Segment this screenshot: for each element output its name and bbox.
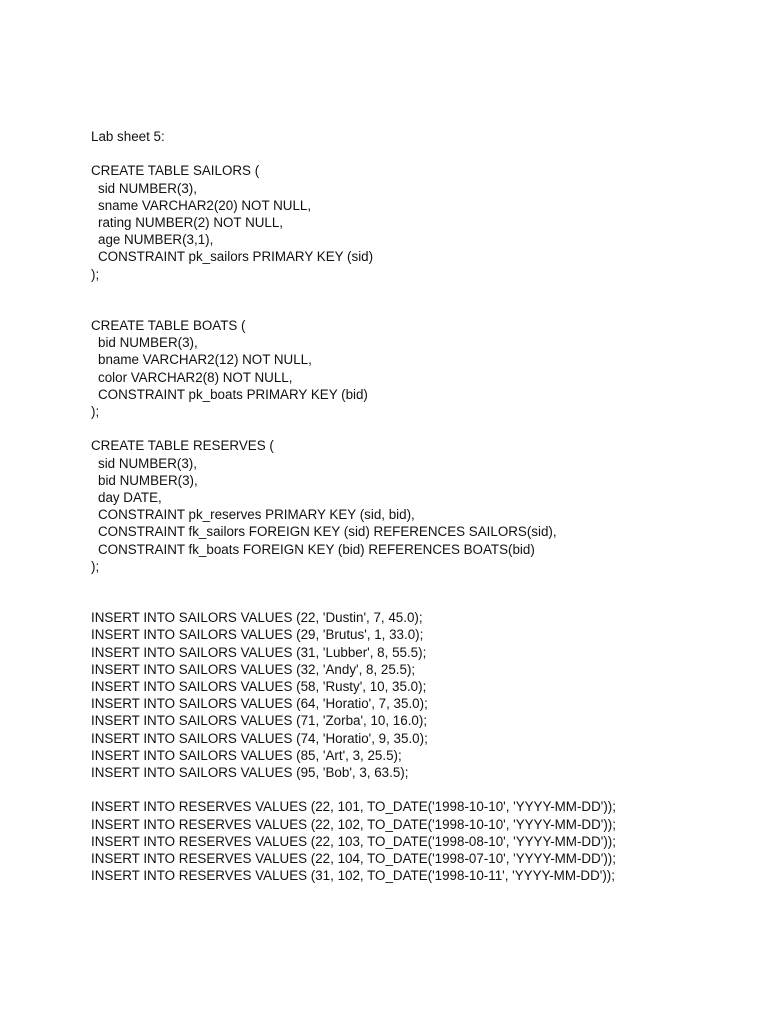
reserves-close-paren: ); xyxy=(91,558,100,574)
sailors-insert-line: INSERT INTO SAILORS VALUES (74, 'Horatio', 9, 35.0); xyxy=(91,730,428,746)
sailors-insert-line: INSERT INTO SAILORS VALUES (29, 'Brutus', 1, 33.0); xyxy=(91,627,424,643)
reserves-constraint-line: CONSTRAINT fk_boats FOREIGN KEY (bid) REFERENCES BOATS(bid) xyxy=(98,541,535,557)
boats-create-statement: CREATE TABLE BOATS ( xyxy=(91,318,246,334)
document-body xyxy=(91,128,751,884)
sailors-close-paren: ); xyxy=(91,266,100,282)
reserves-column-line: day DATE, xyxy=(98,489,162,505)
boats-column-line: bname VARCHAR2(12) NOT NULL, xyxy=(98,352,312,368)
sailors-table-block xyxy=(91,162,751,282)
spacer xyxy=(91,420,751,437)
boats-table-block xyxy=(91,317,751,420)
spacer xyxy=(91,283,751,317)
sailors-insert-line: INSERT INTO SAILORS VALUES (32, 'Andy', 8, 25.5); xyxy=(91,661,416,677)
sailors-column-line: age NUMBER(3,1), xyxy=(98,232,214,248)
sailors-column-line: sname VARCHAR2(20) NOT NULL, xyxy=(98,197,312,213)
reserves-column-line: sid NUMBER(3), xyxy=(98,455,197,471)
sailors-insert-line: INSERT INTO SAILORS VALUES (95, 'Bob', 3, 63.5); xyxy=(91,764,409,780)
boats-constraint-line: CONSTRAINT pk_boats PRIMARY KEY (bid) xyxy=(98,386,368,402)
sailors-create-statement: CREATE TABLE SAILORS ( xyxy=(91,163,260,179)
sailors-insert-line: INSERT INTO SAILORS VALUES (85, 'Art', 3, 25.5); xyxy=(91,747,402,763)
sailors-insert-line: INSERT INTO SAILORS VALUES (22, 'Dustin', 7, 45.0); xyxy=(91,610,423,626)
spacer xyxy=(91,575,751,609)
sailors-column-line: rating NUMBER(2) NOT NULL, xyxy=(98,214,284,230)
reserves-insert-line: INSERT INTO RESERVES VALUES (22, 104, TO_DATE('1998-07-10', 'YYYY-MM-DD')); xyxy=(91,850,616,866)
spacer xyxy=(91,781,751,798)
reserves-column-line: bid NUMBER(3), xyxy=(98,472,198,488)
page-title: Lab sheet 5: xyxy=(91,129,165,144)
sailors-insert-line: INSERT INTO SAILORS VALUES (58, 'Rusty', 10, 35.0); xyxy=(91,679,427,695)
sailors-insert-line: INSERT INTO SAILORS VALUES (31, 'Lubber', 8, 55.5); xyxy=(91,644,427,660)
reserves-insert-line: INSERT INTO RESERVES VALUES (22, 101, TO_DATE('1998-10-10', 'YYYY-MM-DD')); xyxy=(91,799,616,815)
boats-column-line: color VARCHAR2(8) NOT NULL, xyxy=(98,369,293,385)
boats-close-paren: ); xyxy=(91,404,100,420)
reserves-insert-line: INSERT INTO RESERVES VALUES (31, 102, TO_DATE('1998-10-11', 'YYYY-MM-DD')); xyxy=(91,868,615,884)
reserves-constraint-line: CONSTRAINT fk_sailors FOREIGN KEY (sid) REFERENCES SAILORS(sid), xyxy=(98,524,557,540)
spacer xyxy=(91,145,751,162)
reserves-constraint-line: CONSTRAINT pk_reserves PRIMARY KEY (sid, bid), xyxy=(98,507,415,523)
sailors-column-line: sid NUMBER(3), xyxy=(98,180,197,196)
reserves-inserts-block xyxy=(91,798,751,884)
reserves-table-block xyxy=(91,437,751,575)
reserves-insert-line: INSERT INTO RESERVES VALUES (22, 103, TO_DATE('1998-08-10', 'YYYY-MM-DD')); xyxy=(91,833,616,849)
boats-column-line: bid NUMBER(3), xyxy=(98,335,198,351)
sailors-insert-line: INSERT INTO SAILORS VALUES (64, 'Horatio', 7, 35.0); xyxy=(91,696,428,712)
sailors-constraint-line: CONSTRAINT pk_sailors PRIMARY KEY (sid) xyxy=(98,249,374,265)
reserves-insert-line: INSERT INTO RESERVES VALUES (22, 102, TO_DATE('1998-10-10', 'YYYY-MM-DD')); xyxy=(91,816,616,832)
reserves-create-statement: CREATE TABLE RESERVES ( xyxy=(91,438,274,454)
sailors-inserts-block xyxy=(91,609,751,781)
sailors-insert-line: INSERT INTO SAILORS VALUES (71, 'Zorba', 10, 16.0); xyxy=(91,713,428,729)
